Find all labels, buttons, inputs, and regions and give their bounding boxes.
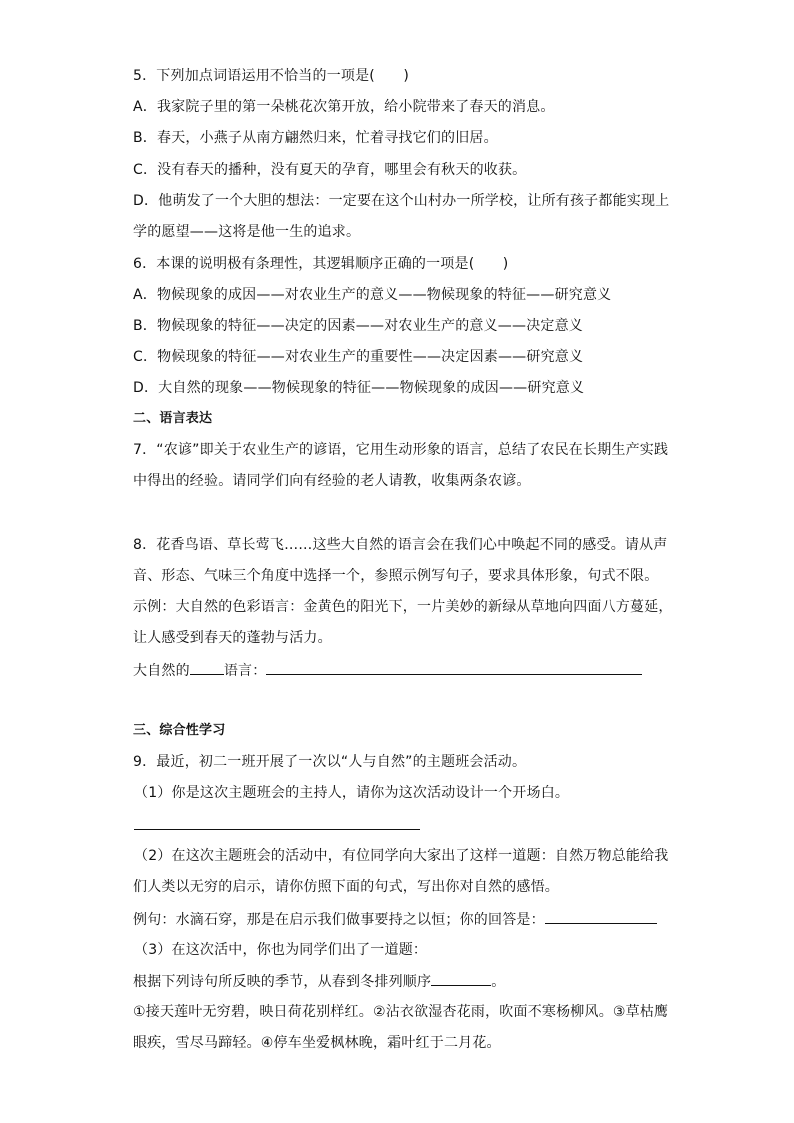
- q5-option-d-line2: 学的愿望——这将是他一生的追求。: [133, 224, 361, 240]
- section-heading-language: 二、语言表达: [133, 411, 213, 426]
- q6-option-a: A．物候现象的成因——对农业生产的意义——物候现象的特征——研究意义: [133, 287, 612, 303]
- q8-line2: 音、形态、气味三个角度中选择一个，参照示例写句子，要求具体形象，句式不限。: [133, 568, 659, 584]
- q9-part3-blank[interactable]: [431, 971, 491, 986]
- q8-fill-suffix: 语言：: [223, 663, 267, 679]
- q7-line1: 7．“农谚”即关于农业生产的谚语，它用生动形象的语言，总结了农民在长期生产实践: [133, 442, 669, 458]
- q9-part2-example: [133, 909, 657, 930]
- q8-example-line1: 示例：大自然的色彩语言：金黄色的阳光下，一片美妙的新绿从草地向四面八方蔓延，: [133, 599, 673, 615]
- q7-line2: 中得出的经验。请同学们向有经验的老人请教，收集两条农谚。: [133, 473, 531, 489]
- q8-blank-answer[interactable]: [266, 660, 642, 675]
- q9-poems-line2: 眼疾，雪尽马蹄轻。④停车坐爱枫林晚，霜叶红于二月花。: [133, 1035, 501, 1051]
- q8-fill-prefix: 大自然的: [133, 663, 190, 679]
- q9-part2-line1: （2）在这次主题班会的活动中，有位同学向大家出了这样一道题：自然万物总能给我: [134, 848, 669, 864]
- q9-intro: 9．最近，初二一班开展了一次以“人与自然”的主题班会活动。: [133, 754, 527, 770]
- q5-option-a: A．我家院子里的第一朵桃花次第开放，给小院带来了春天的消息。: [133, 99, 555, 115]
- q9-poems-line1: ①接天莲叶无穷碧，映日荷花别样红。②沾衣欲湿杏花雨，吹面不寒杨柳风。③草枯鹰: [133, 1004, 669, 1020]
- q9-part2-line2: 们人类以无穷的启示，请你仿照下面的句式，写出你对自然的感悟。: [133, 879, 559, 895]
- q6-option-d: D．大自然的现象——物候现象的特征——物候现象的成因——研究意义: [133, 380, 585, 396]
- q9-part2-blank[interactable]: [545, 909, 657, 924]
- q9-part2-example-text: 例句：水滴石穿，那是在启示我们做事要持之以恒；你的回答是：: [133, 912, 545, 928]
- q9-part3-period: 。: [491, 974, 506, 990]
- q5-option-b: B．春天，小燕子从南方翩然归来，忙着寻找它们的旧居。: [133, 130, 498, 146]
- q9-part3-line2: [133, 971, 505, 992]
- q8-example-line2: 让人感受到春天的蓬勃与活力。: [133, 630, 332, 646]
- q6-option-b: B．物候现象的特征——决定的因素——对农业生产的意义——决定意义: [133, 318, 584, 334]
- q9-part1: （1）你是这次主题班会的主持人，请你为这次活动设计一个开场白。: [134, 785, 570, 801]
- q6-stem: 6．本课的说明极有条理性，其逻辑顺序正确的一项是( ): [133, 256, 509, 272]
- q9-part3-line1: （3）在这次活中，你也为同学们出了一道题：: [134, 942, 428, 958]
- section-heading-comprehensive: 三、综合性学习: [133, 723, 226, 738]
- q5-option-c: C．没有春天的播种，没有夏天的孕育，哪里会有秋天的收获。: [133, 162, 527, 178]
- q8-fill-line: [133, 660, 642, 681]
- q9-part1-answer-line[interactable]: [134, 829, 420, 830]
- q8-blank-type[interactable]: [190, 660, 224, 675]
- q9-part3-prompt: 根据下列诗句所反映的季节，从春到冬排列顺序: [133, 974, 432, 990]
- q5-stem: 5．下列加点词语运用不恰当的一项是( ): [133, 68, 410, 84]
- q6-option-c: C．物候现象的特征——对农业生产的重要性——决定因素——研究意义: [133, 349, 584, 365]
- q8-line1: 8．花香鸟语、草长莺飞……这些大自然的语言会在我们心中唤起不同的感受。请从声: [133, 537, 668, 553]
- q5-option-d-line1: D．他萌发了一个大胆的想法：一定要在这个山村办一所学校，让所有孩子都能实现上: [133, 193, 670, 209]
